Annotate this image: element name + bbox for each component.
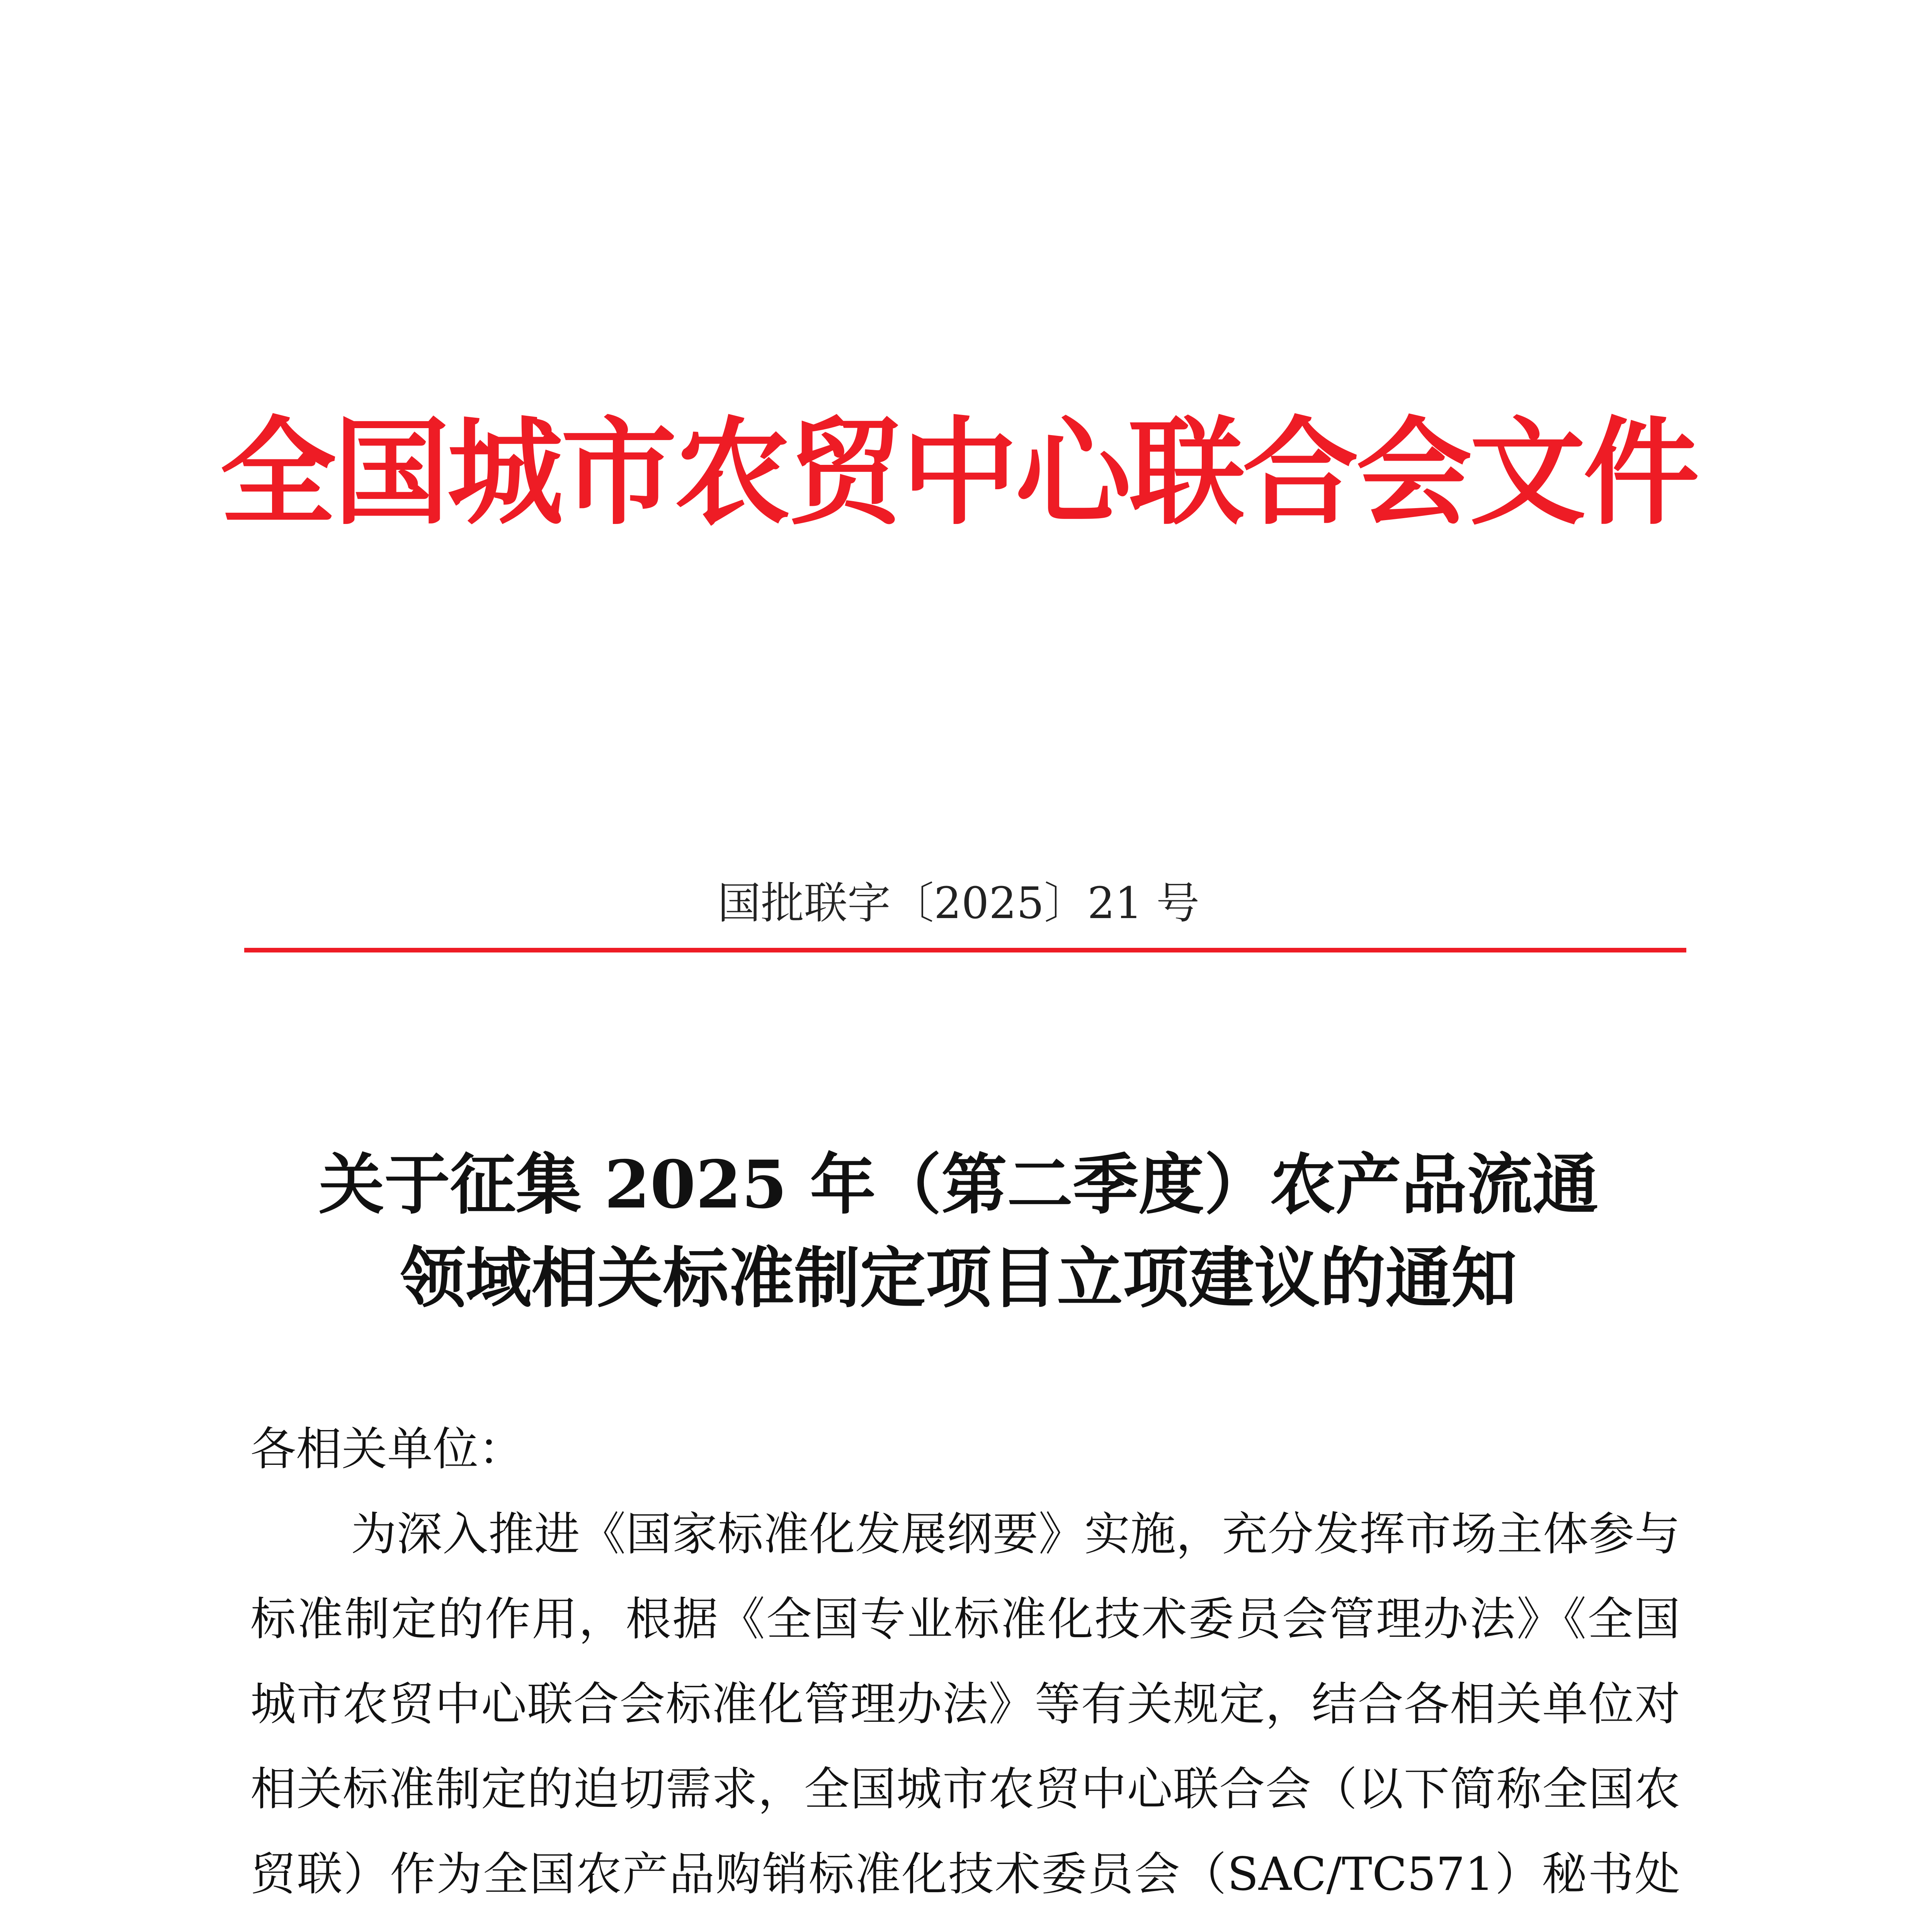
masthead-title: 全国城市农贸中心联合会文件 [220, 406, 1697, 541]
salutation: 各相关单位： [250, 1422, 524, 1476]
intro-paragraph: 为深入推进《国家标准化发展纲要》实施，充分发挥市场主体参与标准制定的作用，根据《全国专业标准化技术委员会管理办法》《全国城市农贸中心联合会标准化管理办法》等有关规定，结合各相关单位对相关标准制定的迫切需求，全国城市农贸中心联合会（以下简称全国农贸联）作为全国农产品购销标准化技术委员会（SAC/TC571）秘书处 [250, 1507, 1680, 1901]
notice-title-line-1: 关于征集 2025 年（第二季度）农产品流通 [318, 1146, 1599, 1223]
notice-body [250, 1406, 1680, 1932]
document-number: 国批联字〔2025〕21 号 [717, 878, 1200, 929]
notice-title [0, 1138, 1917, 1325]
red-divider-line [244, 948, 1686, 952]
notice-title-line-2: 领域相关标准制定项目立项建议的通知 [400, 1240, 1517, 1317]
